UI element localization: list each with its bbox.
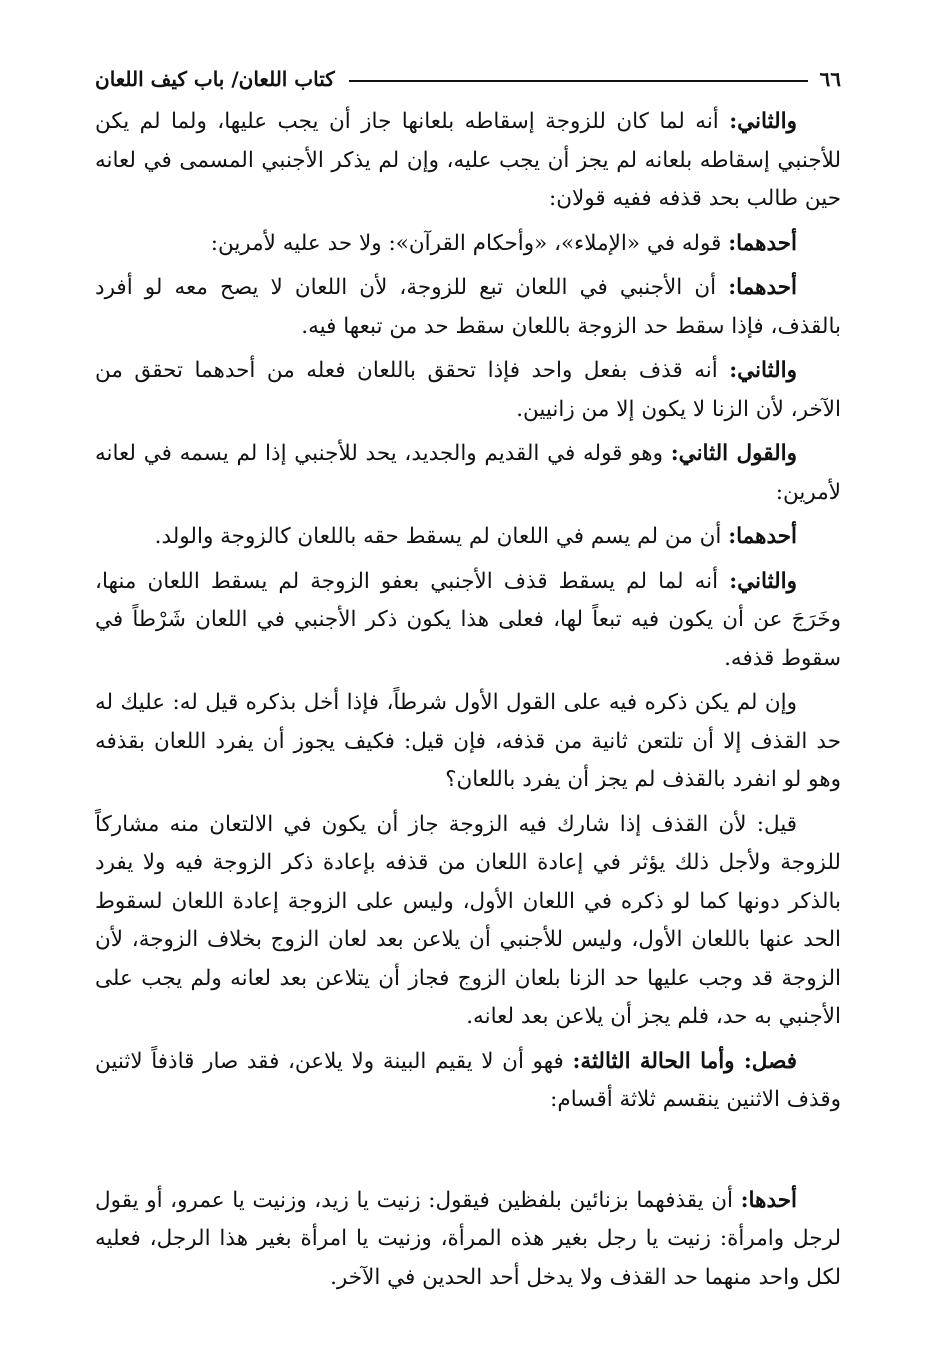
paragraph-second-reason-c bbox=[95, 563, 841, 679]
paragraph-text: أنه قذف بفعل واحد فإذا تحقق باللعان فعله من أحدهما تحقق من الآخر، لأن الزنا لا يكون إلا من زانيين. bbox=[95, 358, 841, 422]
paragraph-text: فهو أن لا يقيم البينة ولا يلاعن، فقد صار قاذفاً لاثنين وقذف الاثنين ينقسم ثلاثة أقسام: bbox=[95, 1048, 841, 1112]
paragraph-text: أنه لما لم يسقط قذف الأجنبي بعفو الزوجة لم يسقط اللعان منها، وخَرَجَ عن أن يكون فيه تبعاً لها، فعلى هذا يكون ذكر الأجنبي في اللعان شَرْطاً في سقوط قذفه. bbox=[95, 568, 841, 671]
paragraph-lead: فصل: وأما الحالة الثالثة: bbox=[572, 1048, 797, 1074]
paragraph-second-view bbox=[95, 435, 841, 512]
paragraph-text: قيل: لأن القذف إذا شارك فيه الزوجة جاز أن يكون في الالتعان منه مشاركاً للزوجة ولأجل ذلك يؤثر في إعادة اللعان من قذفه بإعادة ذكر الزوجة فيه ولا يفرد بالذكر دونها كما لو ذكره في اللعان الأول، وليس على الزوجة إعادة اللعان لسقوط الحد عنها باللعان الأول، وليس للأجنبي أن يلاعن بعد لعان الزوج بخلاف الزوجة، لأن الزوجة قد وجب عليها حد الزنا بلعان الزوج فجاز أن يتلاعن بعد لعانه ولم يجب على الأجنبي به حد، فلم يجز أن يلاعن بعد لعانه. bbox=[95, 811, 841, 1029]
paragraph-first-reason-c bbox=[95, 518, 841, 557]
paragraph-section-third-case bbox=[95, 1043, 841, 1120]
paragraph-text: أنه لما كان للزوجة إسقاطه بلعانها جاز أن يجب عليها، ولما لم يكن للأجنبي إسقاطه بلعانه لم يجز أن يجب عليه، وإن لم يذكر الأجنبي المسمى في لعانه حين طالب بحد قذفه ففيه قولان: bbox=[95, 109, 841, 211]
paragraph-second-reason bbox=[95, 103, 841, 219]
paragraph-second-reason-b bbox=[95, 352, 841, 429]
paragraph-lead: أحدهما: bbox=[728, 524, 797, 549]
page-header bbox=[95, 62, 841, 96]
paragraph-lead: والثاني: bbox=[729, 358, 797, 383]
paragraph-lead: والثاني: bbox=[729, 109, 797, 134]
paragraph-lead: أحدهما: bbox=[728, 230, 797, 256]
page-body bbox=[95, 103, 841, 1303]
page-number: ٦٦ bbox=[819, 67, 841, 91]
blank-gap bbox=[95, 1126, 841, 1182]
paragraph-lead: أحدهما: bbox=[728, 275, 797, 300]
paragraph-answer bbox=[95, 806, 841, 1037]
paragraph-text: أن يقذفهما بزنائين بلفظين فيقول: زنيت يا زيد، وزنيت يا عمرو، أو يقول لرجل وامرأة: زنيت يا رجل بغير هذه المرأة، وزنيت يا امرأة بغير هذا الرجل، فعليه لكل واحد منهما حد القذف ولا يدخل أحد الحدين في الآخر. bbox=[95, 1187, 841, 1290]
paragraph-first-division bbox=[95, 1182, 841, 1298]
paragraph-lead: أحدها: bbox=[740, 1187, 797, 1213]
paragraph-text: أن من لم يسم في اللعان لم يسقط حقه باللعان كالزوجة والولد. bbox=[154, 524, 729, 549]
paragraph-lead: والقول الثاني: bbox=[670, 441, 797, 466]
paragraph-text: أن الأجنبي في اللعان تبع للزوجة، لأن اللعان لا يصح معه لو أفرد بالقذف، فإذا سقط حد الزوجة باللعان سقط حد من تبعها فيه. bbox=[95, 275, 841, 339]
paragraph-text: وهو قوله في القديم والجديد، يحد للأجنبي إذا لم يسمه في لعانه لأمرين: bbox=[95, 441, 841, 505]
running-title: كتاب اللعان/ باب كيف اللعان bbox=[95, 67, 335, 91]
paragraph-first-view bbox=[95, 225, 841, 264]
header-rule bbox=[349, 80, 808, 82]
paragraph-text: قوله في «الإملاء»، «وأحكام القرآن»: ولا حد عليه لأمرين: bbox=[210, 230, 729, 256]
paragraph-lead: والثاني: bbox=[729, 568, 797, 594]
paragraph-first-reason bbox=[95, 269, 841, 346]
paragraph-text: وإن لم يكن ذكره فيه على القول الأول شرطاً، فإذا أخل بذكره قيل له: عليك له حد القذف إلا أن تلتعن ثانية من قذفه، فإن قيل: فكيف يجوز أن يفرد اللعان بقذفه وهو لو انفرد بالقذف لم يجز أن يفرد باللعان؟ bbox=[95, 690, 841, 792]
paragraph-condition bbox=[95, 684, 841, 800]
